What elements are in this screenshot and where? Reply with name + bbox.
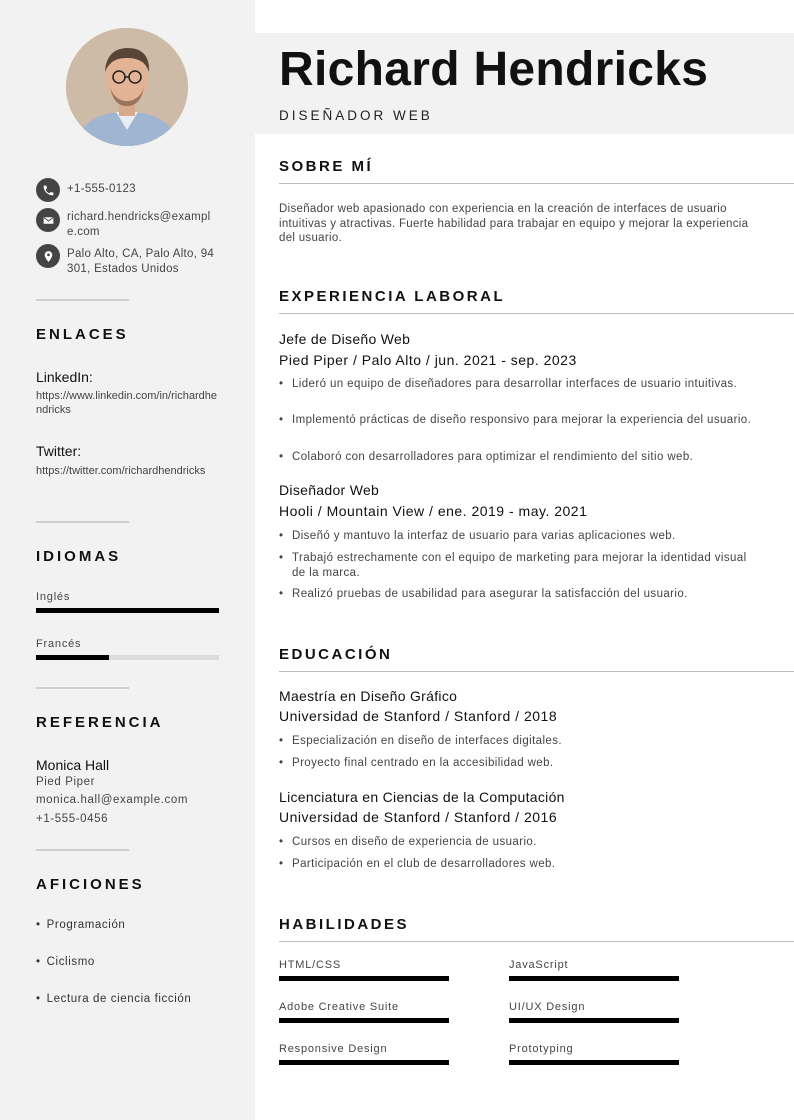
education-heading: EDUCACIÓN: [279, 646, 393, 663]
sidebar-divider: [36, 521, 129, 523]
job-meta: Pied Piper / Palo Alto / jun. 2021 - sep. 2023: [279, 352, 577, 368]
hobby-item: • Programación: [36, 919, 125, 931]
language-french-label: Francés: [36, 638, 82, 650]
education-meta: Universidad de Stanford / Stanford / 2018: [279, 708, 558, 724]
person-role: DISEÑADOR WEB: [279, 108, 433, 123]
skill-bar: [279, 1018, 449, 1023]
skill-label: Prototyping: [509, 1043, 574, 1055]
language-english-fill: [36, 608, 219, 613]
sidebar-divider: [36, 687, 129, 689]
main-content: [255, 0, 794, 1120]
job-title: Diseñador Web: [279, 482, 380, 498]
address-text: Palo Alto, CA, Palo Alto, 94301, Estados Unidos: [67, 248, 215, 275]
skill-bar: [509, 1018, 679, 1023]
phone-icon: [36, 178, 60, 202]
linkedin-link[interactable]: https://www.linkedin.com/in/richardhendricks: [36, 390, 217, 416]
skill-label: Responsive Design: [279, 1043, 388, 1055]
section-rule: [279, 941, 794, 942]
email-icon: [36, 208, 60, 232]
experience-heading: EXPERIENCIA LABORAL: [279, 288, 506, 305]
skill-label: JavaScript: [509, 959, 569, 971]
language-english-label: Inglés: [36, 591, 71, 603]
section-rule: [279, 183, 794, 184]
section-rule: [279, 671, 794, 672]
sidebar: [0, 0, 255, 1120]
contact-email: [36, 208, 219, 240]
about-text: Diseñador web apasionado con experiencia en la creación de interfaces de usuario intuitivas y atractivas. Fuerte habilidad para trabajar en equipo y mejorar la experiencia del usuario.: [279, 203, 749, 244]
sidebar-divider: [36, 849, 129, 851]
education-bullet: • Participación en el club de desarrolladores web.: [279, 857, 759, 872]
reference-heading: REFERENCIA: [36, 714, 164, 731]
education-degree: Maestría en Diseño Gráfico: [279, 688, 458, 704]
languages-heading: IDIOMAS: [36, 548, 122, 565]
hobbies-heading: AFICIONES: [36, 876, 145, 893]
twitter-label: Twitter:: [36, 443, 82, 459]
skill-bar: [509, 976, 679, 981]
education-bullet: • Proyecto final centrado en la accesibilidad web.: [279, 756, 759, 771]
job-bullet: • Lideró un equipo de diseñadores para desarrollar interfaces de usuario intuitivas.: [279, 377, 759, 392]
profile-photo: [66, 28, 188, 146]
education-bullet: • Especialización en diseño de interfaces digitales.: [279, 734, 759, 749]
hobby-item: • Lectura de ciencia ficción: [36, 993, 191, 1005]
twitter-link[interactable]: https://twitter.com/richardhendricks: [36, 465, 206, 477]
job-bullet: • Realizó pruebas de usabilidad para asegurar la satisfacción del usuario.: [279, 587, 759, 602]
skill-bar: [509, 1060, 679, 1065]
sidebar-divider: [36, 299, 129, 301]
education-degree: Licenciatura en Ciencias de la Computación: [279, 789, 565, 805]
job-bullet: • Diseñó y mantuvo la interfaz de usuario para varias aplicaciones web.: [279, 529, 759, 544]
job-bullet: • Trabajó estrechamente con el equipo de marketing para mejorar la identidad visual de la marca.: [279, 551, 759, 580]
about-heading: SOBRE MÍ: [279, 158, 374, 175]
linkedin-label: LinkedIn:: [36, 369, 93, 385]
contact-phone: [36, 178, 219, 202]
phone-text: +1-555-0123: [67, 183, 136, 195]
education-bullet: • Cursos en diseño de experiencia de usuario.: [279, 835, 759, 850]
hobby-item: • Ciclismo: [36, 956, 95, 968]
skill-bar: [279, 976, 449, 981]
skill-label: HTML/CSS: [279, 959, 342, 971]
reference-company: Pied Piper: [36, 776, 96, 788]
location-pin-icon: [36, 244, 60, 268]
person-name: Richard Hendricks: [279, 43, 709, 96]
skills-heading: HABILIDADES: [279, 916, 410, 933]
skill-bar: [279, 1060, 449, 1065]
job-title: Jefe de Diseño Web: [279, 331, 411, 347]
reference-name: Monica Hall: [36, 757, 110, 773]
language-english-bar: [36, 608, 219, 613]
skill-label: UI/UX Design: [509, 1001, 586, 1013]
job-bullet: • Implementó prácticas de diseño responsivo para mejorar la experiencia del usuario.: [279, 413, 759, 428]
contact-address: [36, 244, 219, 277]
links-heading: ENLACES: [36, 326, 129, 343]
reference-phone: +1-555-0456: [36, 813, 109, 825]
skill-label: Adobe Creative Suite: [279, 1001, 399, 1013]
email-text[interactable]: richard.hendricks@example.com: [67, 211, 211, 238]
language-french-fill: [36, 655, 109, 660]
job-meta: Hooli / Mountain View / ene. 2019 - may. 2021: [279, 503, 588, 519]
reference-email[interactable]: monica.hall@example.com: [36, 794, 189, 806]
education-meta: Universidad de Stanford / Stanford / 2016: [279, 809, 558, 825]
section-rule: [279, 313, 794, 314]
language-french-bar: [36, 655, 219, 660]
job-bullet: • Colaboró con desarrolladores para optimizar el rendimiento del sitio web.: [279, 450, 759, 465]
